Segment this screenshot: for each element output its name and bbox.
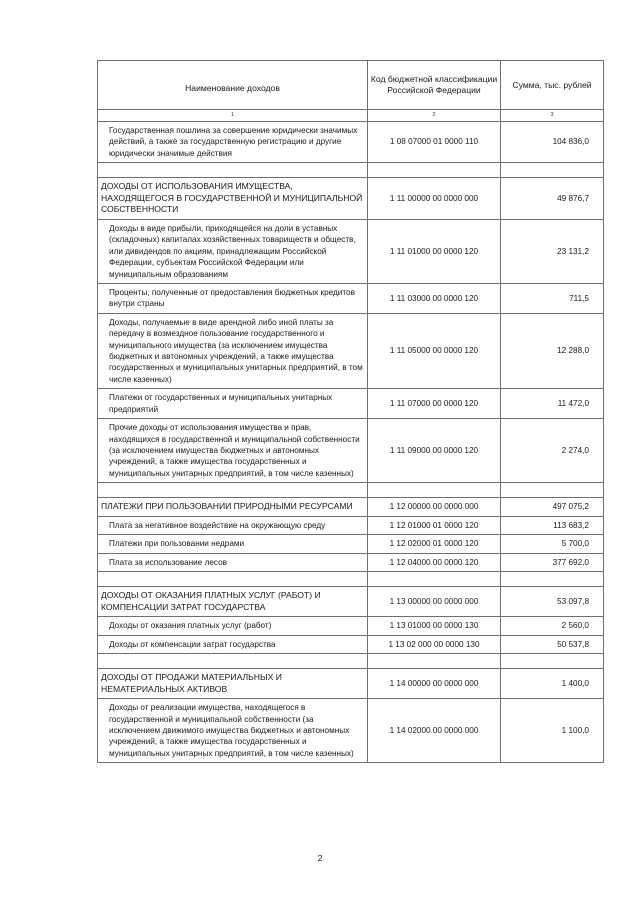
spacer-cell — [98, 483, 368, 498]
amount: 1 100,0 — [501, 699, 604, 763]
revenue-table — [97, 60, 604, 763]
column-number-2: 2 — [368, 110, 501, 122]
classification-code: 1 13 02 000 00 0000 130 — [368, 635, 501, 653]
income-name: Платежи от государственных и муниципальных унитарных предприятий — [98, 389, 368, 419]
income-name: Доходы, получаемые в виде арендной либо иной платы за передачу в возмездное пользование государственного и муниципального имущества (за исключением имущества бюджетных и автономных учреждений, а также имущества государственных и муниципальных унитарных предприятий, в том числе казенных) — [98, 313, 368, 388]
amount: 377 692,0 — [501, 553, 604, 571]
page-number: 2 — [317, 853, 323, 863]
table-row — [98, 553, 604, 571]
income-name: Прочие доходы от использования имущества и прав, находящихся в государственной и муниципальной собственности (за исключением имущества бюджетных и автономных учреждений, а также имущества государственных и муниципальных унитарных предприятий, в том числе казенных) — [98, 419, 368, 483]
group-name: ДОХОДЫ ОТ ПРОДАЖИ МАТЕРИАЛЬНЫХ И НЕМАТЕРИАЛЬНЫХ АКТИВОВ — [98, 668, 368, 698]
spacer-cell — [368, 483, 501, 498]
income-name: Государственная пошлина за совершение юридически значимых действий, а также за государственную регистрацию и другие юридически значимые действия — [98, 122, 368, 163]
amount: 23 131,2 — [501, 220, 604, 284]
group-name: ДОХОДЫ ОТ ИСПОЛЬЗОВАНИЯ ИМУЩЕСТВА, НАХОДЯЩЕГОСЯ В ГОСУДАРСТВЕННОЙ И МУНИЦИПАЛЬНОЙ СОБСТВЕННОСТИ — [98, 178, 368, 220]
group-name: ПЛАТЕЖИ ПРИ ПОЛЬЗОВАНИИ ПРИРОДНЫМИ РЕСУРСАМИ — [98, 498, 368, 517]
amount: 2 274,0 — [501, 419, 604, 483]
table-row — [98, 617, 604, 635]
spacer-cell — [368, 653, 501, 668]
table-row — [98, 284, 604, 314]
spacer-row — [98, 163, 604, 178]
classification-code: 1 11 09000 00 0000 120 — [368, 419, 501, 483]
amount: 49 876,7 — [501, 178, 604, 220]
amount: 104 836,0 — [501, 122, 604, 163]
header-code: Код бюджетной классификации Российской Федерации — [368, 61, 501, 110]
income-name: Проценты, полученные от предоставления бюджетных кредитов внутри страны — [98, 284, 368, 314]
classification-code: 1 11 05000 00 0000 120 — [368, 313, 501, 388]
column-number-1: 1 — [98, 110, 368, 122]
group-row — [98, 586, 604, 616]
group-name: ДОХОДЫ ОТ ОКАЗАНИЯ ПЛАТНЫХ УСЛУГ (РАБОТ) И КОМПЕНСАЦИИ ЗАТРАТ ГОСУДАРСТВА — [98, 586, 368, 616]
income-name: Плата за использование лесов — [98, 553, 368, 571]
spacer-row — [98, 571, 604, 586]
classification-code: 1 12 04000 00 0000 120 — [368, 553, 501, 571]
classification-code: 1 12 02000 01 0000 120 — [368, 535, 501, 553]
spacer-cell — [98, 653, 368, 668]
spacer-cell — [501, 571, 604, 586]
amount: 1 400,0 — [501, 668, 604, 698]
income-name: Платежи при пользовании недрами — [98, 535, 368, 553]
classification-code: 1 14 00000 00 0000 000 — [368, 668, 501, 698]
amount: 2 560,0 — [501, 617, 604, 635]
spacer-row — [98, 653, 604, 668]
amount: 11 472,0 — [501, 389, 604, 419]
amount: 497 075,2 — [501, 498, 604, 517]
table-row — [98, 516, 604, 534]
spacer-cell — [501, 653, 604, 668]
table-row — [98, 635, 604, 653]
income-name: Доходы в виде прибыли, приходящейся на доли в уставных (складочных) капиталах хозяйственных товариществ и обществ, или дивидендов по акциям, принадлежащим Российской Федерации, субъектам Российской Федерации или муниципальным образованиям — [98, 220, 368, 284]
classification-code: 1 13 01000 00 0000 130 — [368, 617, 501, 635]
classification-code: 1 13 00000 00 0000 000 — [368, 586, 501, 616]
header-name: Наименование доходов — [98, 61, 368, 110]
amount: 53 097,8 — [501, 586, 604, 616]
group-row — [98, 668, 604, 698]
spacer-row — [98, 483, 604, 498]
spacer-cell — [501, 483, 604, 498]
classification-code: 1 11 01000 00 0000 120 — [368, 220, 501, 284]
classification-code: 1 08 07000 01 0000 110 — [368, 122, 501, 163]
table-row — [98, 389, 604, 419]
table-row — [98, 313, 604, 388]
table-row — [98, 699, 604, 763]
classification-code: 1 11 07000 00 0000 120 — [368, 389, 501, 419]
table-row — [98, 535, 604, 553]
group-row — [98, 498, 604, 517]
amount: 113 683,2 — [501, 516, 604, 534]
group-row — [98, 178, 604, 220]
classification-code: 1 11 00000 00 0000 000 — [368, 178, 501, 220]
column-number-row — [98, 110, 604, 122]
spacer-cell — [98, 571, 368, 586]
amount: 711,5 — [501, 284, 604, 314]
classification-code: 1 11 03000 00 0000 120 — [368, 284, 501, 314]
classification-code: 1 14 02000 00 0000 000 — [368, 699, 501, 763]
amount: 12 288,0 — [501, 313, 604, 388]
income-name: Доходы от реализации имущества, находящегося в государственной и муниципальной собственности (за исключением движимого имущества бюджетных и автономных учреждений, а также имущества государственных и муниципальных унитарных предприятий, в том числе казенных) — [98, 699, 368, 763]
spacer-cell — [501, 163, 604, 178]
table-header-row — [98, 61, 604, 110]
classification-code: 1 12 00000 00 0000 000 — [368, 498, 501, 517]
revenue-table-body — [98, 61, 604, 763]
column-number-3: 3 — [501, 110, 604, 122]
spacer-cell — [368, 163, 501, 178]
spacer-cell — [368, 571, 501, 586]
classification-code: 1 12 01000 01 0000 120 — [368, 516, 501, 534]
amount: 5 700,0 — [501, 535, 604, 553]
table-row — [98, 220, 604, 284]
table-row — [98, 419, 604, 483]
header-sum: Сумма, тыс. рублей — [501, 61, 604, 110]
income-name: Доходы от компенсации затрат государства — [98, 635, 368, 653]
amount: 50 537,8 — [501, 635, 604, 653]
spacer-cell — [98, 163, 368, 178]
income-name: Плата за негативное воздействие на окружающую среду — [98, 516, 368, 534]
income-name: Доходы от оказания платных услуг (работ) — [98, 617, 368, 635]
table-row — [98, 122, 604, 163]
